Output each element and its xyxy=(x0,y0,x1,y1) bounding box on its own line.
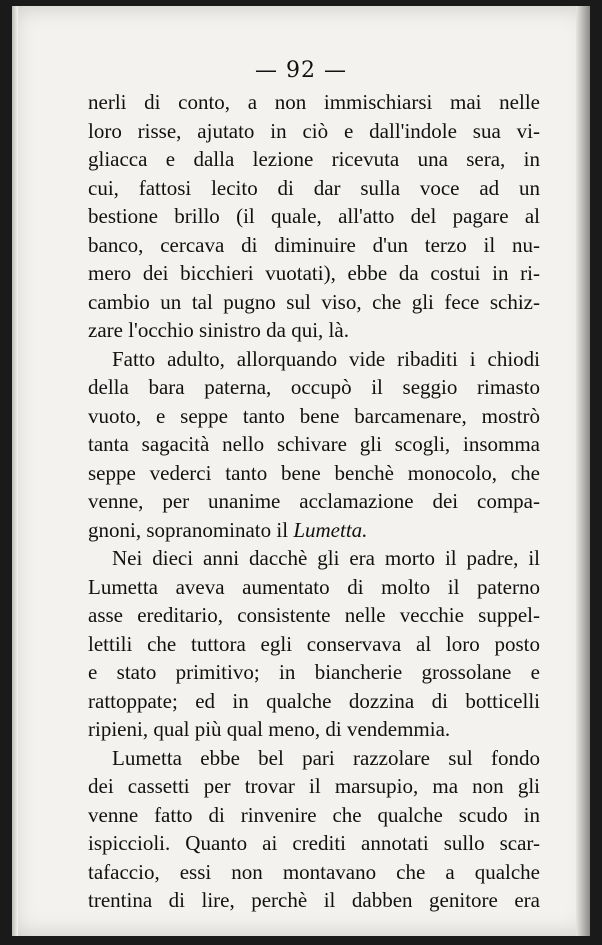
text-line: tafaccio, essi non montavano che a qualche xyxy=(88,859,540,884)
text-line: seppe vederci tanto bene benchè monocolo, che xyxy=(88,460,540,485)
text-line: ispiccioli. Quanto ai crediti annotati sullo scar- xyxy=(88,831,540,855)
text-line: dei cassetti per trovar il marsupio, ma non gli xyxy=(88,774,540,798)
text-line: cambio un tal pugno sul viso, che gli fece schiz- xyxy=(88,289,540,314)
text-line: cui, fattosi lecito di dar sulla voce ad un xyxy=(88,175,540,200)
page-edge-shadow xyxy=(576,6,590,936)
text-line: e stato primitivo; in biancherie grossolane e xyxy=(88,660,540,684)
body-text xyxy=(88,88,540,915)
text-line: della bara paterna, occupò il seggio rimasto xyxy=(88,375,540,399)
text-line: trentina di lire, perchè il dabben genitore era xyxy=(88,888,540,912)
text-line: Fatto adulto, allorquando vide ribaditi i chiodi xyxy=(112,346,540,371)
text-line: loro risse, ajutato in ciò e dall'indole sua vi- xyxy=(88,118,540,143)
text-line: rattoppate; ed in qualche dozzina di botticelli xyxy=(88,688,540,713)
paragraph-2 xyxy=(88,345,540,545)
text-line: Lumetta ebbe bel pari razzolare sul fondo xyxy=(112,745,540,770)
nickname-lumetta: Lumetta. xyxy=(293,517,368,542)
text-line: Nei dieci anni dacchè gli era morto il padre, il xyxy=(112,546,540,570)
text-line: vuoto, e seppe tanto bene barcamenare, mostrò xyxy=(88,403,540,428)
text-line: gliacca e dalla lezione ricevuta una sera, in xyxy=(88,147,540,171)
text-line: venne fatto di rinvenire che qualche scudo in xyxy=(88,802,540,827)
text-line: nerli di conto, a non immischiarsi mai nelle xyxy=(88,90,540,114)
text-line: bestione brillo (il quale, all'atto del pagare al xyxy=(88,204,540,228)
paragraph-3 xyxy=(88,544,540,744)
page-number: — 92 — xyxy=(255,58,347,83)
paragraph-4 xyxy=(88,744,540,915)
text-line: asse ereditario, consistente nelle vecchie suppel- xyxy=(88,603,540,627)
text-line: zare l'occhio sinistro da qui, là. xyxy=(88,318,349,342)
text-line: ripieni, qual più qual meno, di vendemmia. xyxy=(88,717,451,741)
book-page xyxy=(12,6,590,936)
text-line: venne, per unanime acclamazione dei compa- xyxy=(88,489,540,513)
text-line: Lumetta aveva aumentato di molto il paterno xyxy=(88,574,540,599)
text-line: mero dei bicchieri vuotati), ebbe da costui in ri- xyxy=(88,261,540,285)
text-line: tanta sagacità nello schivare gli scogli, insomma xyxy=(88,432,540,456)
paragraph-1 xyxy=(88,88,540,345)
text-line xyxy=(88,516,540,545)
page-gutter-shadow xyxy=(12,6,18,936)
text-line: banco, cercava di diminuire d'un terzo il nu- xyxy=(88,232,540,257)
text-fragment: gnoni, sopranominato il xyxy=(88,517,294,542)
text-line: lettili che tuttora egli conservava al loro posto xyxy=(88,631,540,656)
